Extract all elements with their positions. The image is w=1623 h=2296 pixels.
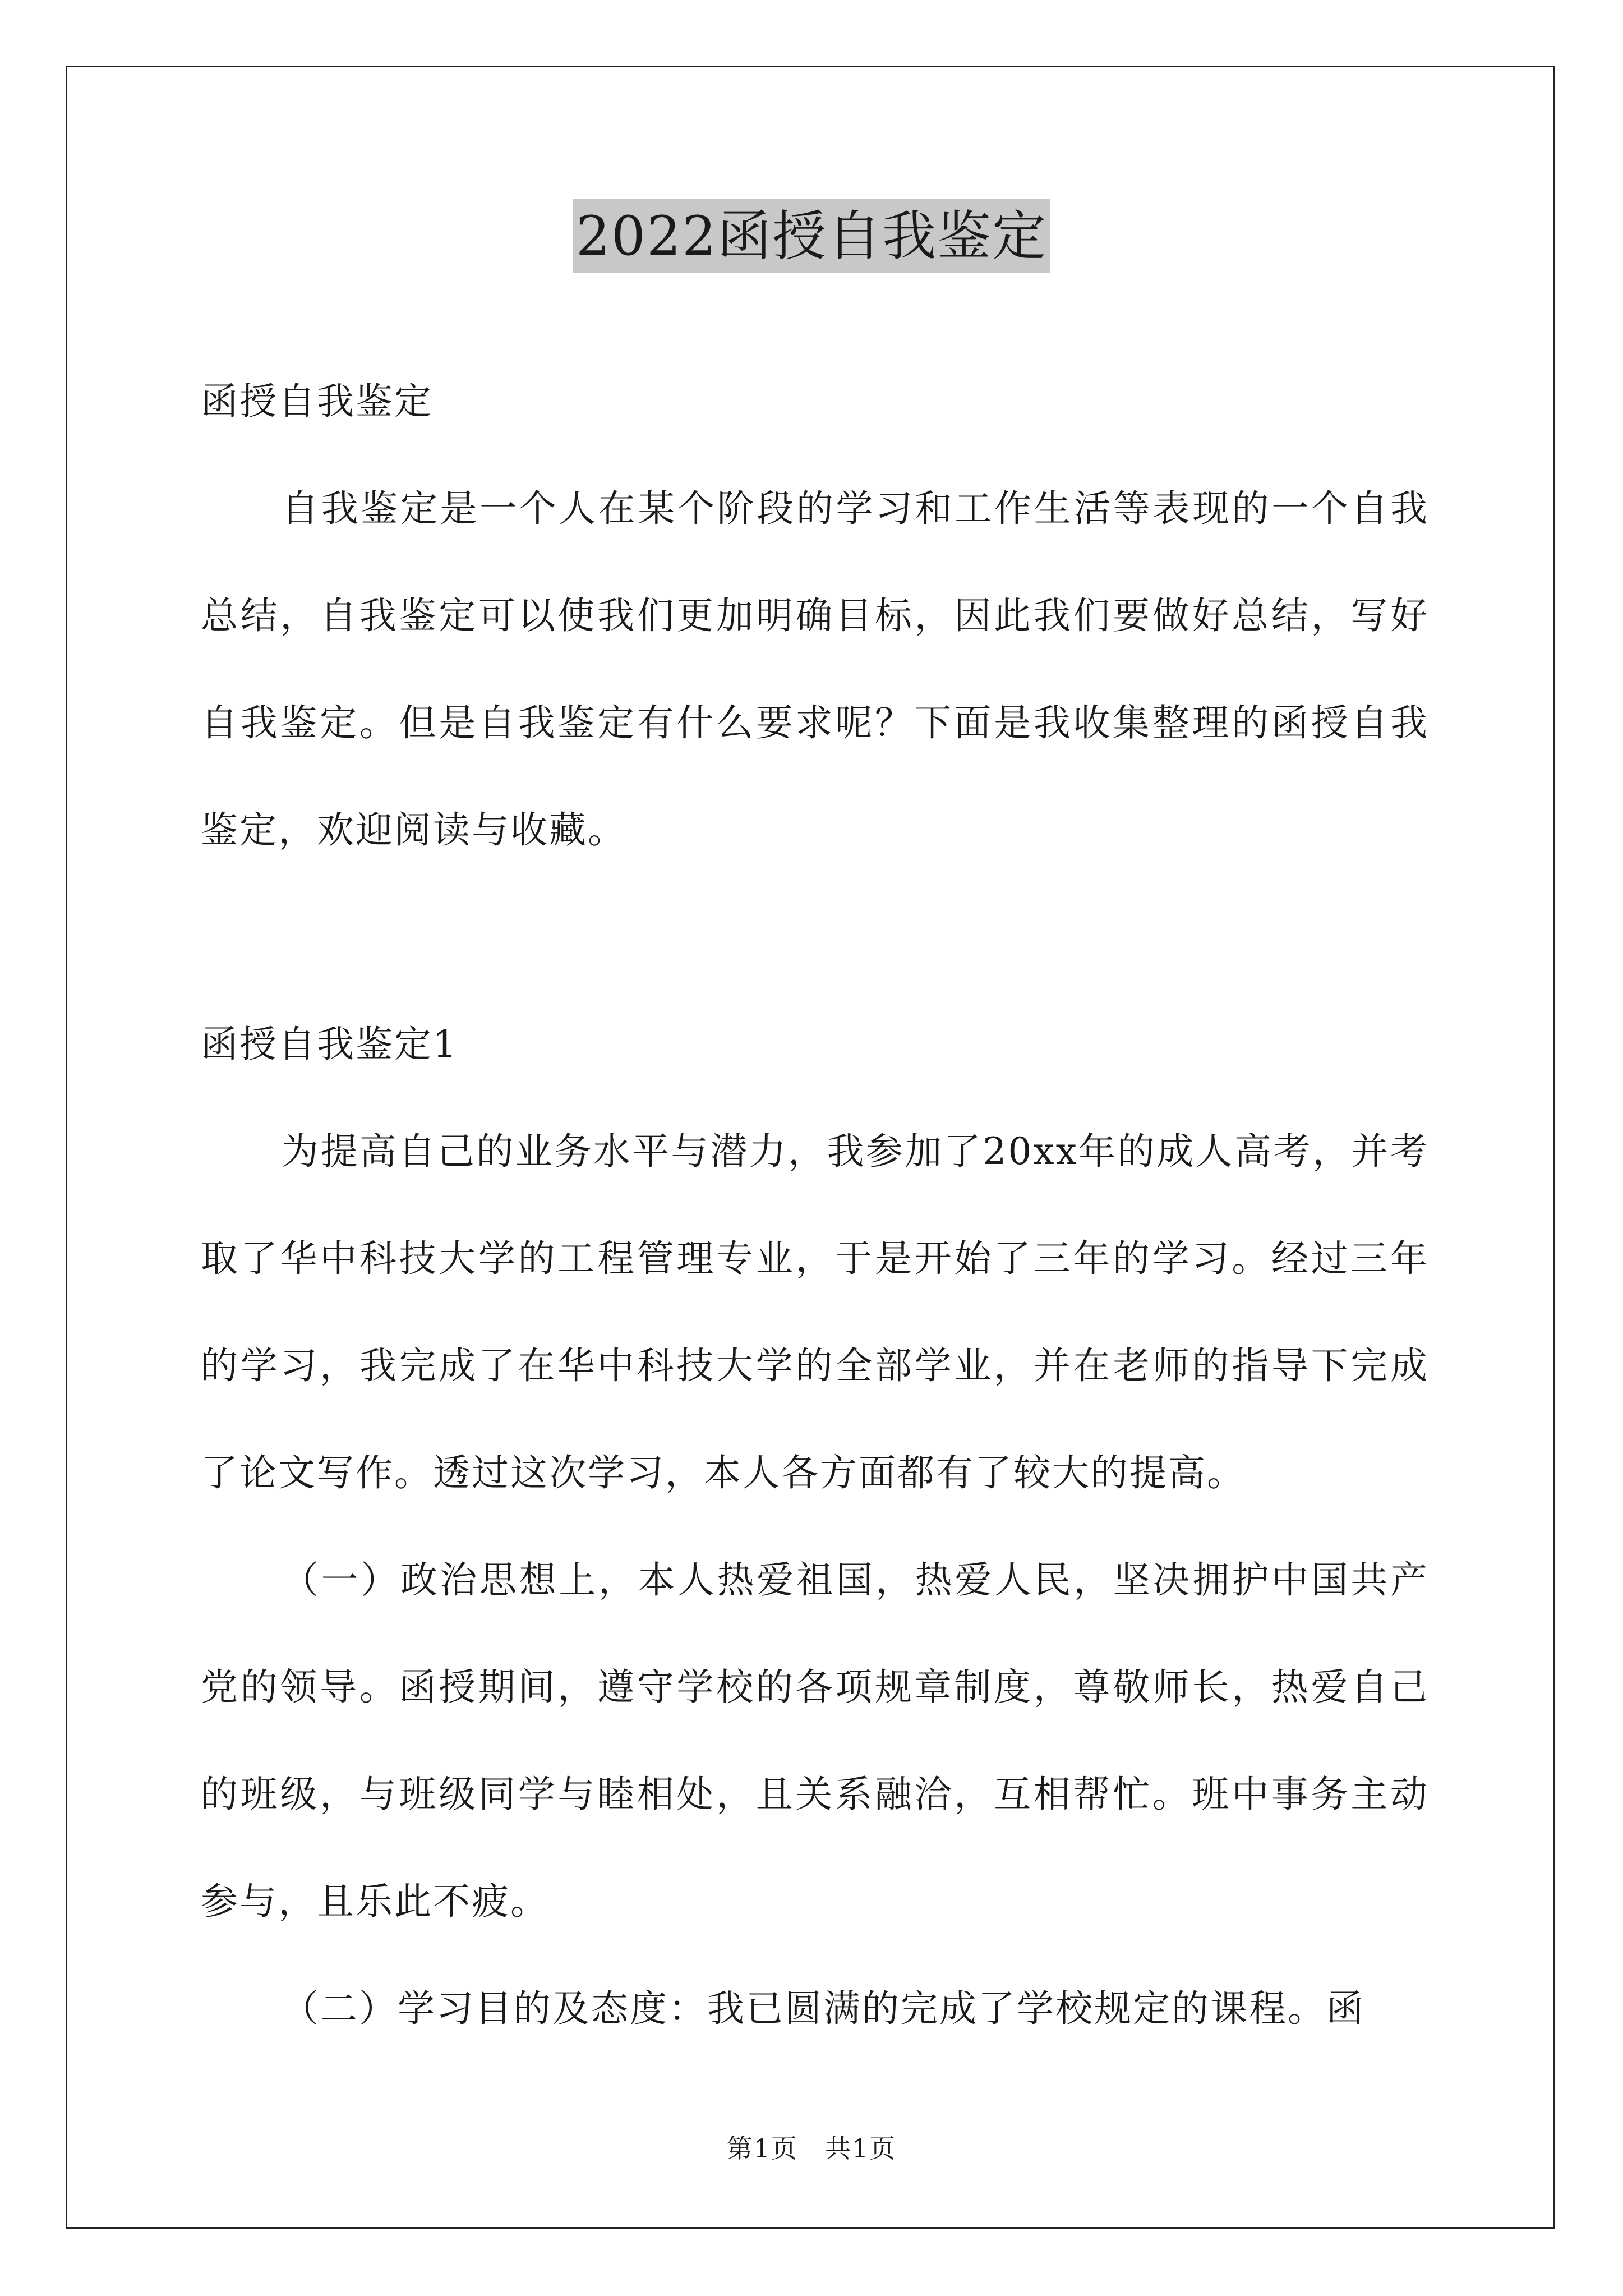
body-paragraph: （一）政治思想上，本人热爱祖国，热爱人民，坚决拥护中国共产党的领导。函授期间，遵守学校的各项规章制度，尊敬师长，热爱自己的班级，与班级同学与睦相处，且关系融洽，互相帮忙。班中事务主动参与，且乐此不疲。: [201, 1558, 1429, 1923]
subtitle: 函授自我鉴定: [201, 380, 433, 423]
body-paragraph: 为提高自己的业务水平与潜力，我参加了20xx年的成人高考，并考取了华中科技大学的工程管理专业，于是开始了三年的学习。经过三年的学习，我完成了在华中科技大学的全部学业，并在老师的指导下完成了论文写作。透过这次学习，本人各方面都有了较大的提高。: [201, 1130, 1429, 1494]
body-paragraph: （二）学习目的及态度：我已圆满的完成了学校规定的课程。函: [282, 1987, 1365, 2030]
intro-paragraph: 自我鉴定是一个人在某个阶段的学习和工作生活等表现的一个自我总结，自我鉴定可以使我们更加明确目标，因此我们要做好总结，写好自我鉴定。但是自我鉴定有什么要求呢？下面是我收集整理的函授自我鉴定，欢迎阅读与收藏。: [201, 487, 1429, 852]
section-spacer: [201, 884, 1429, 991]
title-container: [0, 199, 1623, 273]
document-title: 2022函授自我鉴定: [573, 199, 1050, 273]
section-heading: 函授自我鉴定1: [201, 1023, 458, 1066]
document-body: [201, 348, 1429, 2062]
page-footer: 第1页 共1页: [726, 2133, 897, 2164]
